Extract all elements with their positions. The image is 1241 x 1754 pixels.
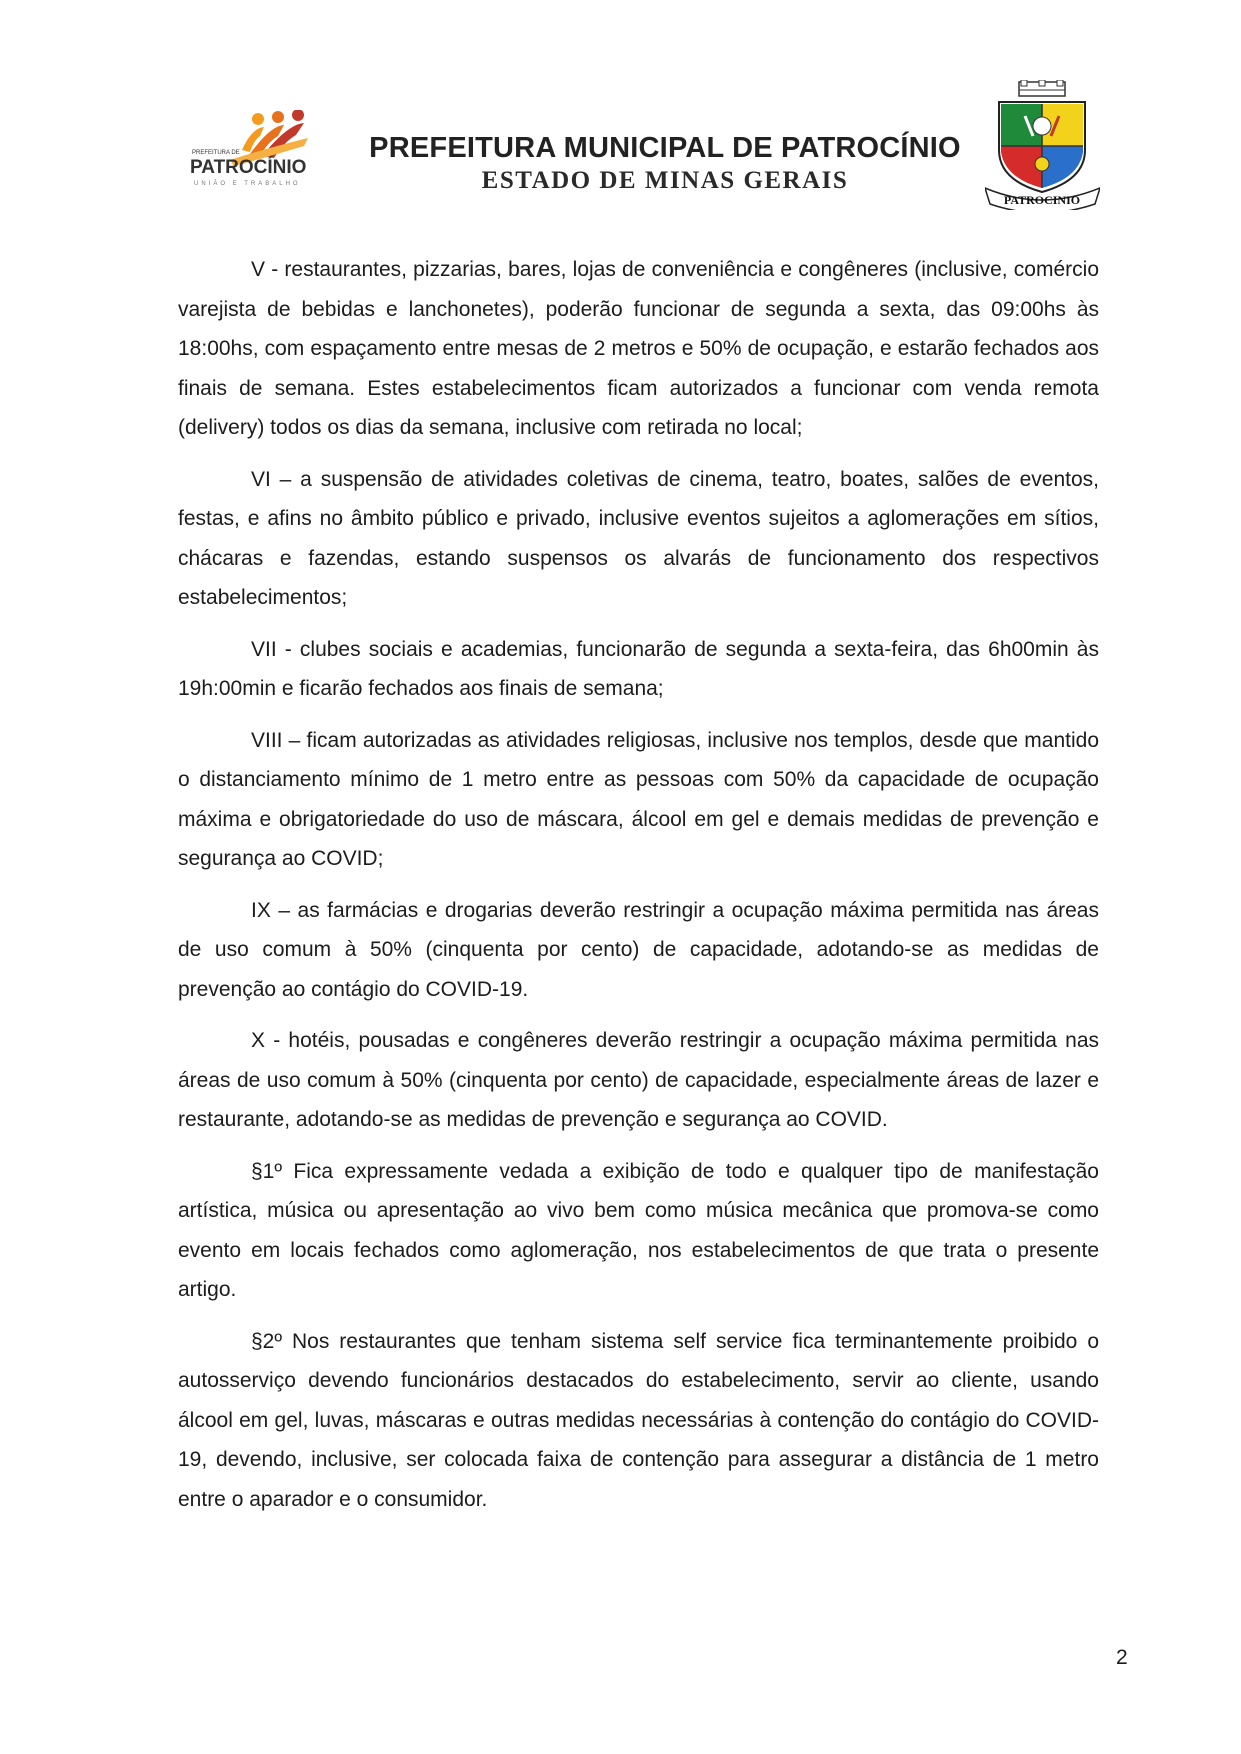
paragraph-section-1: §1º Fica expressamente vedada a exibição de todo e qualquer tipo de manifestação artística, música ou apresentação ao vivo bem como música mecânica que promova-se como evento em locais fechados como aglomeração, nos estabelecimentos de que trata o presente artigo. (178, 1159, 1099, 1301)
document-body (178, 250, 1099, 1531)
page-number: 2 (1116, 1646, 1128, 1669)
logo-small-text: PREFEITURA DE (192, 150, 240, 156)
coat-of-arms-icon (985, 80, 1100, 210)
paragraph-item-x: X - hotéis, pousadas e congêneres deverão restringir a ocupação máxima permitida nas áreas de uso comum à 50% (cinquenta por cento) de capacidade, especialmente áreas de lazer e restaurante, adotando-se as medidas de prevenção e segurança ao COVID. (178, 1029, 1099, 1131)
paragraph-item-v: V - restaurantes, pizzarias, bares, lojas de conveniência e congêneres (inclusive, comércio varejista de bebidas e lanchonetes), poderão funcionar de segunda a sexta, das 09:00hs às 18:00hs, com espaçamento entre mesas de 2 metros e 50% de ocupação, e estarão fechados aos finais de semana. Estes estabelecimentos ficam autorizados a funcionar com venda remota (delivery) todos os dias da semana, inclusive com retirada no local; (178, 258, 1099, 439)
letterhead-titles (360, 131, 970, 197)
logo-tagline: UNIÃO E TRABALHO (194, 181, 301, 187)
logo-name: PATROCÍNIO (190, 157, 307, 178)
paragraph-item-ix: IX – as farmácias e drogarias deverão restringir a ocupação máxima permitida nas áreas de uso comum à 50% (cinquenta por cento) de capacidade, adotando-se as medidas de prevenção ao contágio do COVID-19. (178, 898, 1099, 1001)
prefeitura-logo (190, 110, 340, 190)
letterhead (0, 0, 1241, 230)
paragraph-section-2: §2º Nos restaurantes que tenham sistema self service fica terminantemente proibido o autosserviço devendo funcionários destacados do estabelecimento, servir ao cliente, usando álcool em gel, luvas, máscaras e outras medidas necessárias à contenção do contágio do COVID-19, devendo, inclusive, ser colocada faixa de contenção para assegurar a distância de 1 metro entre o aparador e o consumidor. (178, 1329, 1099, 1511)
header-subtitle: ESTADO DE MINAS GERAIS (481, 167, 849, 194)
paragraph-item-vi: VI – a suspensão de atividades coletivas de cinema, teatro, boates, salões de eventos, festas, e afins no âmbito público e privado, inclusive eventos sujeitos a aglomerações em sítios, chácaras e fazendas, estando suspensos os alvarás de funcionamento dos respectivos estabelecimentos; (178, 467, 1099, 609)
paragraph-item-vii: VII - clubes sociais e academias, funcionarão de segunda a sexta-feira, das 6h00min às 19h:00min e ficarão fechados aos finais de semana; (178, 637, 1099, 700)
coat-banner-text: PATROCINIO (1003, 193, 1081, 207)
header-title: PREFEITURA MUNICIPAL DE PATROCÍNIO (369, 132, 961, 164)
paragraph-item-viii: VIII – ficam autorizadas as atividades religiosas, inclusive nos templos, desde que mantido o distanciamento mínimo de 1 metro entre as pessoas com 50% da capacidade de ocupação máxima e obrigatoriedade do uso de máscara, álcool em gel e demais medidas de prevenção e segurança ao COVID; (178, 728, 1099, 870)
